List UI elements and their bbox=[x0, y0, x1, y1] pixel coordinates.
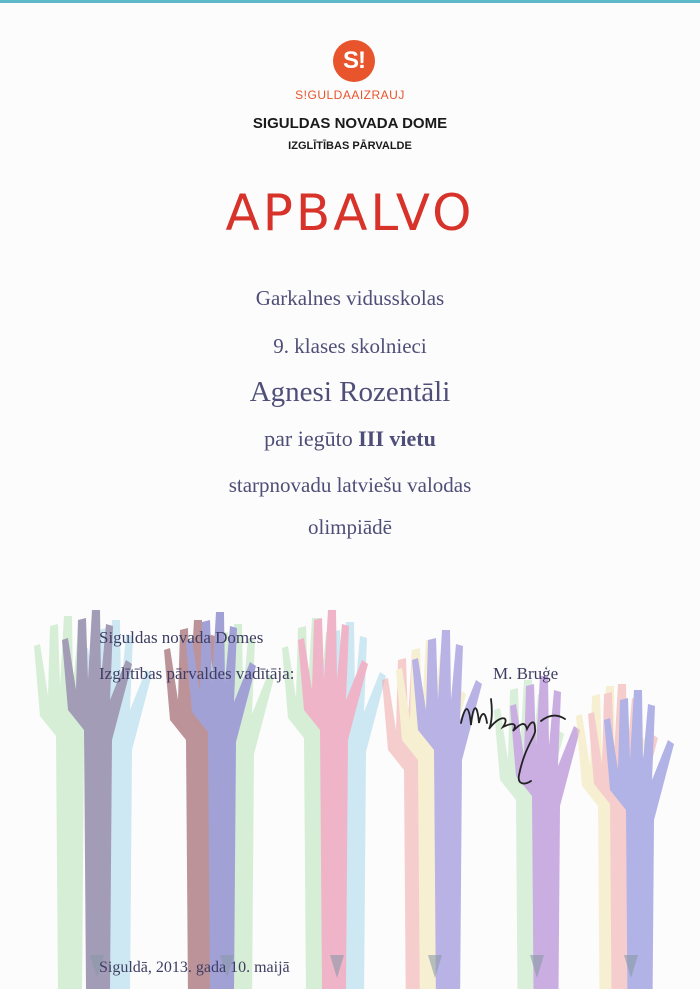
handwritten-signature bbox=[455, 685, 575, 795]
signatory-organization: Siguldas novada Domes bbox=[99, 628, 264, 647]
organization-name: SIGULDAS NOVADA DOME bbox=[252, 115, 448, 132]
class-line: 9. klases skolnieci bbox=[273, 334, 427, 358]
achievement-place: III vietu bbox=[358, 426, 436, 451]
certificate-title: APBALVO bbox=[225, 184, 475, 242]
signatory-title: Izglītības pārvaldes vadītāja: bbox=[99, 664, 295, 683]
top-accent-line bbox=[0, 0, 700, 3]
sigulda-logo-icon: S! bbox=[333, 40, 375, 82]
raised-hands-illustration bbox=[0, 600, 700, 989]
achievement-line bbox=[0, 426, 700, 452]
department-name: IZGLĪTĪBAS PĀRVALDE bbox=[288, 140, 412, 152]
issue-date: Siguldā, 2013. gada 10. maijā bbox=[99, 959, 290, 976]
recipient-name: Agnesi Rozentāli bbox=[249, 376, 451, 408]
logo-wordmark: S!GULDAAIZRAUJ bbox=[295, 88, 405, 102]
competition-line: starpnovadu latviešu valodas bbox=[228, 473, 472, 497]
signatory-name: M. Bruģe bbox=[493, 664, 559, 683]
achievement-prefix: par iegūto bbox=[264, 426, 359, 451]
school-line: Garkalnes vidusskolas bbox=[255, 286, 445, 310]
competition-line-2: olimpiādē bbox=[308, 515, 392, 539]
